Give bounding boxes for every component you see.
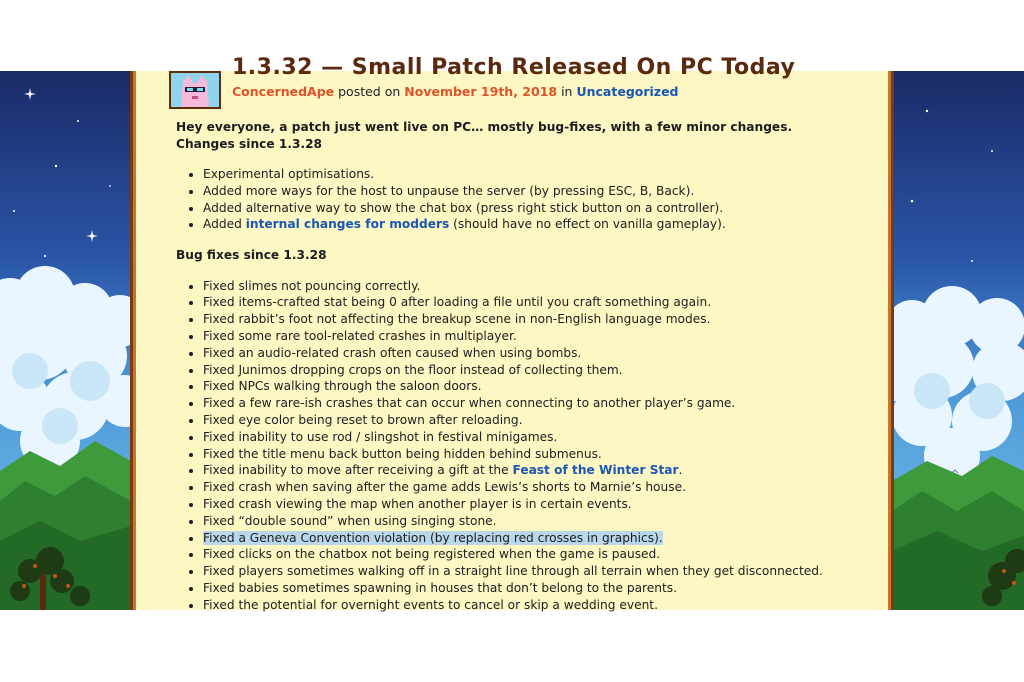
list-item bbox=[203, 513, 876, 530]
list-item bbox=[203, 479, 876, 496]
list-item-text: . bbox=[678, 463, 683, 478]
list-item-text: Fixed players sometimes walking off in a straight line through all terrain when they get disconnected. bbox=[203, 564, 823, 579]
list-item bbox=[203, 446, 876, 463]
list-item-text: Fixed items-crafted stat being 0 after loading a file until you craft something again. bbox=[203, 295, 712, 310]
list-item bbox=[203, 395, 876, 412]
list-item bbox=[203, 412, 876, 429]
list-item bbox=[203, 328, 876, 345]
list-item-text: Fixed inability to use rod / slingshot in festival minigames. bbox=[203, 429, 558, 444]
list-item bbox=[203, 462, 876, 479]
list-item-text: Added alternative way to show the chat box (press right stick button on a controller). bbox=[203, 200, 724, 215]
post-meta bbox=[232, 84, 679, 99]
list-item-text: Fixed eye color being reset to brown after reloading. bbox=[203, 413, 523, 428]
author-avatar[interactable] bbox=[169, 71, 221, 109]
list-item bbox=[203, 345, 876, 362]
list-item-text: Fixed Junimos dropping crops on the floor instead of collecting them. bbox=[203, 362, 623, 377]
list-item-text: Fixed clicks on the chatbox not being registered when the game is paused. bbox=[203, 547, 661, 562]
feast-winter-star-link[interactable]: Feast of the Winter Star bbox=[512, 463, 679, 478]
list-item bbox=[203, 563, 876, 580]
list-item bbox=[203, 311, 876, 328]
list-item-text: Fixed NPCs walking through the saloon doors. bbox=[203, 379, 482, 394]
list-item bbox=[203, 294, 876, 311]
category-link[interactable]: Uncategorized bbox=[576, 84, 679, 99]
changes-list bbox=[176, 166, 876, 233]
list-item-text: Fixed slimes not pouncing correctly. bbox=[203, 278, 421, 293]
list-item-text: Fixed “double sound” when using singing stone. bbox=[203, 513, 497, 528]
post-title[interactable]: 1.3.32 — Small Patch Released On PC Today bbox=[232, 55, 796, 80]
list-item bbox=[203, 278, 876, 295]
author-link[interactable]: ConcernedApe bbox=[232, 84, 335, 99]
list-item-text: Fixed babies sometimes spawning in houses that don’t belong to the parents. bbox=[203, 581, 678, 596]
post-paper bbox=[136, 55, 888, 612]
list-item-text: Fixed an audio-related crash often caused when using bombs. bbox=[203, 345, 582, 360]
posted-on-label: posted on bbox=[338, 84, 401, 99]
list-item-highlighted bbox=[203, 530, 876, 547]
list-item bbox=[203, 546, 876, 563]
list-item bbox=[203, 597, 876, 614]
list-item bbox=[203, 216, 876, 233]
list-item bbox=[203, 166, 876, 183]
list-item bbox=[203, 183, 876, 200]
post-date-link[interactable]: November 19th, 2018 bbox=[404, 84, 558, 99]
list-item-text: Fixed rabbit’s foot not affecting the breakup scene in non-English language modes. bbox=[203, 312, 711, 327]
list-item-text: Fixed a few rare-ish crashes that can occur when connecting to another player’s game. bbox=[203, 396, 736, 411]
list-item bbox=[203, 200, 876, 217]
list-item-text: Fixed inability to move after receiving a gift at the bbox=[203, 463, 513, 478]
list-item bbox=[203, 378, 876, 395]
changes-heading: Changes since 1.3.28 bbox=[176, 136, 323, 151]
list-item-text: Fixed the title menu back button being hidden behind submenus. bbox=[203, 446, 602, 461]
intro-text: Hey everyone, a patch just went live on PC… mostly bug-fixes, with a few minor changes. bbox=[176, 120, 793, 134]
list-item bbox=[203, 429, 876, 446]
list-item bbox=[203, 580, 876, 597]
list-item-text: Fixed some rare tool-related crashes in multiplayer. bbox=[203, 329, 517, 344]
list-item-text: Fixed crash viewing the map when another player is in certain events. bbox=[203, 497, 632, 512]
list-item-text: (should have no effect on vanilla gameplay). bbox=[449, 217, 726, 232]
in-label: in bbox=[561, 84, 573, 99]
modders-changes-link[interactable]: internal changes for modders bbox=[245, 217, 450, 232]
list-item-text: Fixed the potential for overnight events to cancel or skip a wedding event. bbox=[203, 597, 658, 612]
highlighted-selection-text[interactable]: Fixed a Geneva Convention violation (by replacing red crosses in graphics). bbox=[203, 530, 663, 545]
list-item bbox=[203, 362, 876, 379]
right-background-scenery bbox=[892, 71, 1024, 610]
fixes-list bbox=[176, 278, 876, 614]
list-item-text: Fixed crash when saving after the game adds Lewis’s shorts to Marnie’s house. bbox=[203, 480, 686, 495]
left-background-scenery bbox=[0, 71, 131, 610]
browser-viewport bbox=[0, 55, 1024, 612]
list-item bbox=[203, 496, 876, 513]
list-item-text: Added more ways for the host to unpause the server (by pressing ESC, B, Back). bbox=[203, 183, 695, 198]
list-item-text: Added bbox=[203, 217, 246, 232]
post-content bbox=[176, 119, 876, 614]
bugfix-heading: Bug fixes since 1.3.28 bbox=[176, 248, 327, 263]
list-item-text: Experimental optimisations. bbox=[203, 167, 375, 181]
